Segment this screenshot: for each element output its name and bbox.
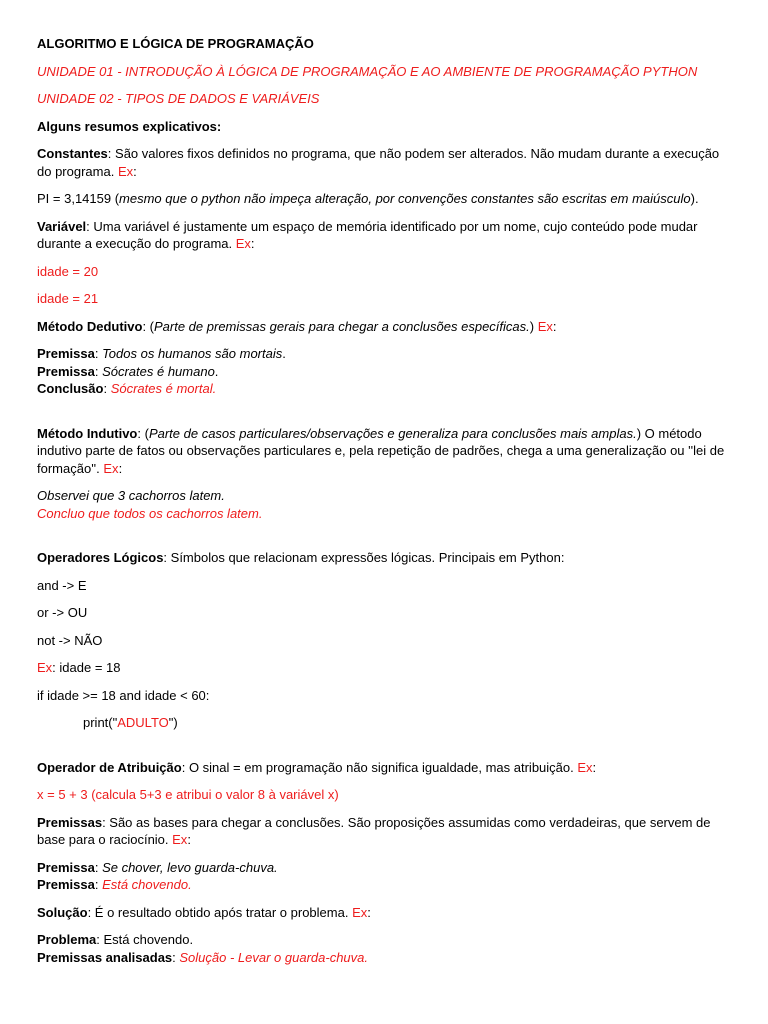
variavel-example-2: idade = 21 [37,291,99,306]
dedutivo-open: : ( [142,318,154,334]
indutivo-text: ) O método indutivo parte de fatos ou observações particulares e, pela repetição de padrões, chega a uma generalização ou ''lei de formação''. [37,425,725,476]
dedutivo-premissa-1: Premissa: Todos os humanos são mortais. [37,346,286,361]
solucao-text: : É o resultado obtido após tratar o problema. [87,904,353,920]
premissa-label: Premissa [37,859,95,875]
premissas-example-1: Premissa: Se chover, levo guarda-chuva. [37,859,278,875]
spacer [37,532,737,549]
operadores-text: : Símbolos que relacionam expressões lógicas. Principais em Python: [163,550,565,565]
operadores-paragraph [37,549,737,567]
pi-example [37,190,737,208]
premissa-text: Sócrates é humano [102,363,215,379]
constantes-text: : São valores fixos definidos no programa, que não podem ser alterados. Não mudam durante a execução do programa. [37,146,720,179]
operadores-ex: Ex [37,660,53,675]
indutivo-open: : ( [137,425,149,441]
analisadas-label: Premissas analisadas [37,949,173,965]
premissas-analisadas-line: Premissas analisadas: Solução - Levar o guarda-chuva. [37,949,369,965]
analisadas-text: Solução - Levar o guarda-chuva. [179,949,369,965]
pi-value: PI = 3,14159 ( [37,191,120,206]
conclusao-label: Conclusão [37,381,104,396]
premissa-label: Premissa [37,877,95,892]
constantes-paragraph [37,145,737,180]
atribuicao-paragraph [37,759,737,777]
variavel-colon: : [250,236,255,251]
premissas-text: : São as bases para chegar a conclusões. São proposições assumidas como verdadeiras, que servem de base para o raciocínio. [37,814,711,847]
dedutivo-conclusao: Conclusão: Sócrates é mortal. [37,381,217,396]
indutivo-term: Método Indutivo [37,425,138,441]
problema-label: Problema [37,932,97,947]
indutivo-colon: : [118,460,123,476]
problema-text: : Está chovendo. [96,932,194,947]
solucao-term: Solução [37,904,88,920]
variavel-text: : Uma variável é justamente um espaço de memória identificado por um nome, cujo conteúdo pode mudar durante a execução do programa. [37,218,698,251]
constantes-ex: Ex [117,163,134,179]
dedutivo-ex: Ex [537,318,553,334]
solucao-colon: : [367,904,371,920]
pi-note: mesmo que o python não impeça alteração, por convenções constantes são escritas em maiúsculo [119,191,691,206]
premissas-example-2: Premissa: Está chovendo. [37,877,192,892]
indutivo-ex: Ex [103,460,119,476]
atribuicao-example: x = 5 + 3 (calcula 5+3 e atribui o valor 8 à variável x) [37,787,339,802]
operator-not: not -> NÃO [37,632,103,648]
indutivo-conclusion: Concluo que todos os cachorros latem. [37,505,263,521]
code-if-line: if idade >= 18 and idade < 60: [37,687,210,703]
print-close: ") [168,715,178,730]
operator-and: and -> E [37,577,87,593]
unit-02-heading: UNIDADE 02 - TIPOS DE DADOS E VARIÁVEIS [37,91,320,106]
variavel-ex: Ex [235,236,251,251]
document-page [37,35,737,976]
dedutivo-paragraph [37,318,737,336]
atribuicao-ex: Ex [577,759,593,775]
conclusao-text: Sócrates é mortal. [110,381,217,396]
problema-line [37,931,737,949]
dedutivo-term: Método Dedutivo [37,318,143,334]
print-open: print(" [83,715,118,730]
solucao-paragraph [37,904,737,922]
variavel-example-1: idade = 20 [37,263,99,279]
premissas-paragraph [37,814,737,849]
indutivo-desc: Parte de casos particulares/observações e generaliza para conclusões mais amplas. [148,425,637,441]
atribuicao-text: : O sinal = em programação não significa igualdade, mas atribuição. [181,759,578,775]
spacer [37,408,737,425]
premissa-text: Todos os humanos são mortais [102,346,283,361]
premissas-ex: Ex [172,832,188,847]
dedutivo-premissa-2: Premissa: Sócrates é humano. [37,363,219,379]
spacer [37,742,737,759]
solucao-ex: Ex [352,904,368,920]
premissas-term: Premissas [37,814,103,830]
print-value: ADULTO [117,715,169,730]
indutivo-paragraph [37,425,737,478]
operadores-term: Operadores Lógicos [37,550,164,565]
atribuicao-term: Operador de Atribuição [37,759,182,775]
document-title: ALGORITMO E LÓGICA DE PROGRAMAÇÃO [37,36,314,51]
premissa-text: Está chovendo. [102,877,192,892]
premissa-label: Premissa [37,363,95,379]
variavel-paragraph [37,218,737,253]
pi-close: ). [690,191,699,206]
atribuicao-colon: : [592,759,597,775]
unit-01-heading: UNIDADE 01 - INTRODUÇÃO À LÓGICA DE PROGRAMAÇÃO E AO AMBIENTE DE PROGRAMAÇÃO PYTHON [37,63,698,79]
premissas-colon: : [187,832,191,847]
summaries-heading: Alguns resumos explicativos: [37,118,222,134]
variavel-term: Variável [37,218,87,234]
code-print-line [37,714,737,732]
operator-or: or -> OU [37,605,88,620]
operadores-ex-text: : idade = 18 [52,660,121,675]
premissa-label: Premissa [37,346,95,361]
indutivo-observation: Observei que 3 cachorros latem. [37,488,225,503]
constantes-term: Constantes [37,146,108,161]
premissa-text: Se chover, levo guarda-chuva. [102,859,278,875]
dedutivo-close: ) [529,318,538,334]
constantes-colon: : [133,163,137,179]
dedutivo-colon: : [552,318,557,334]
dedutivo-desc: Parte de premissas gerais para chegar a conclusões específicas. [154,318,530,334]
operadores-example [37,659,737,677]
